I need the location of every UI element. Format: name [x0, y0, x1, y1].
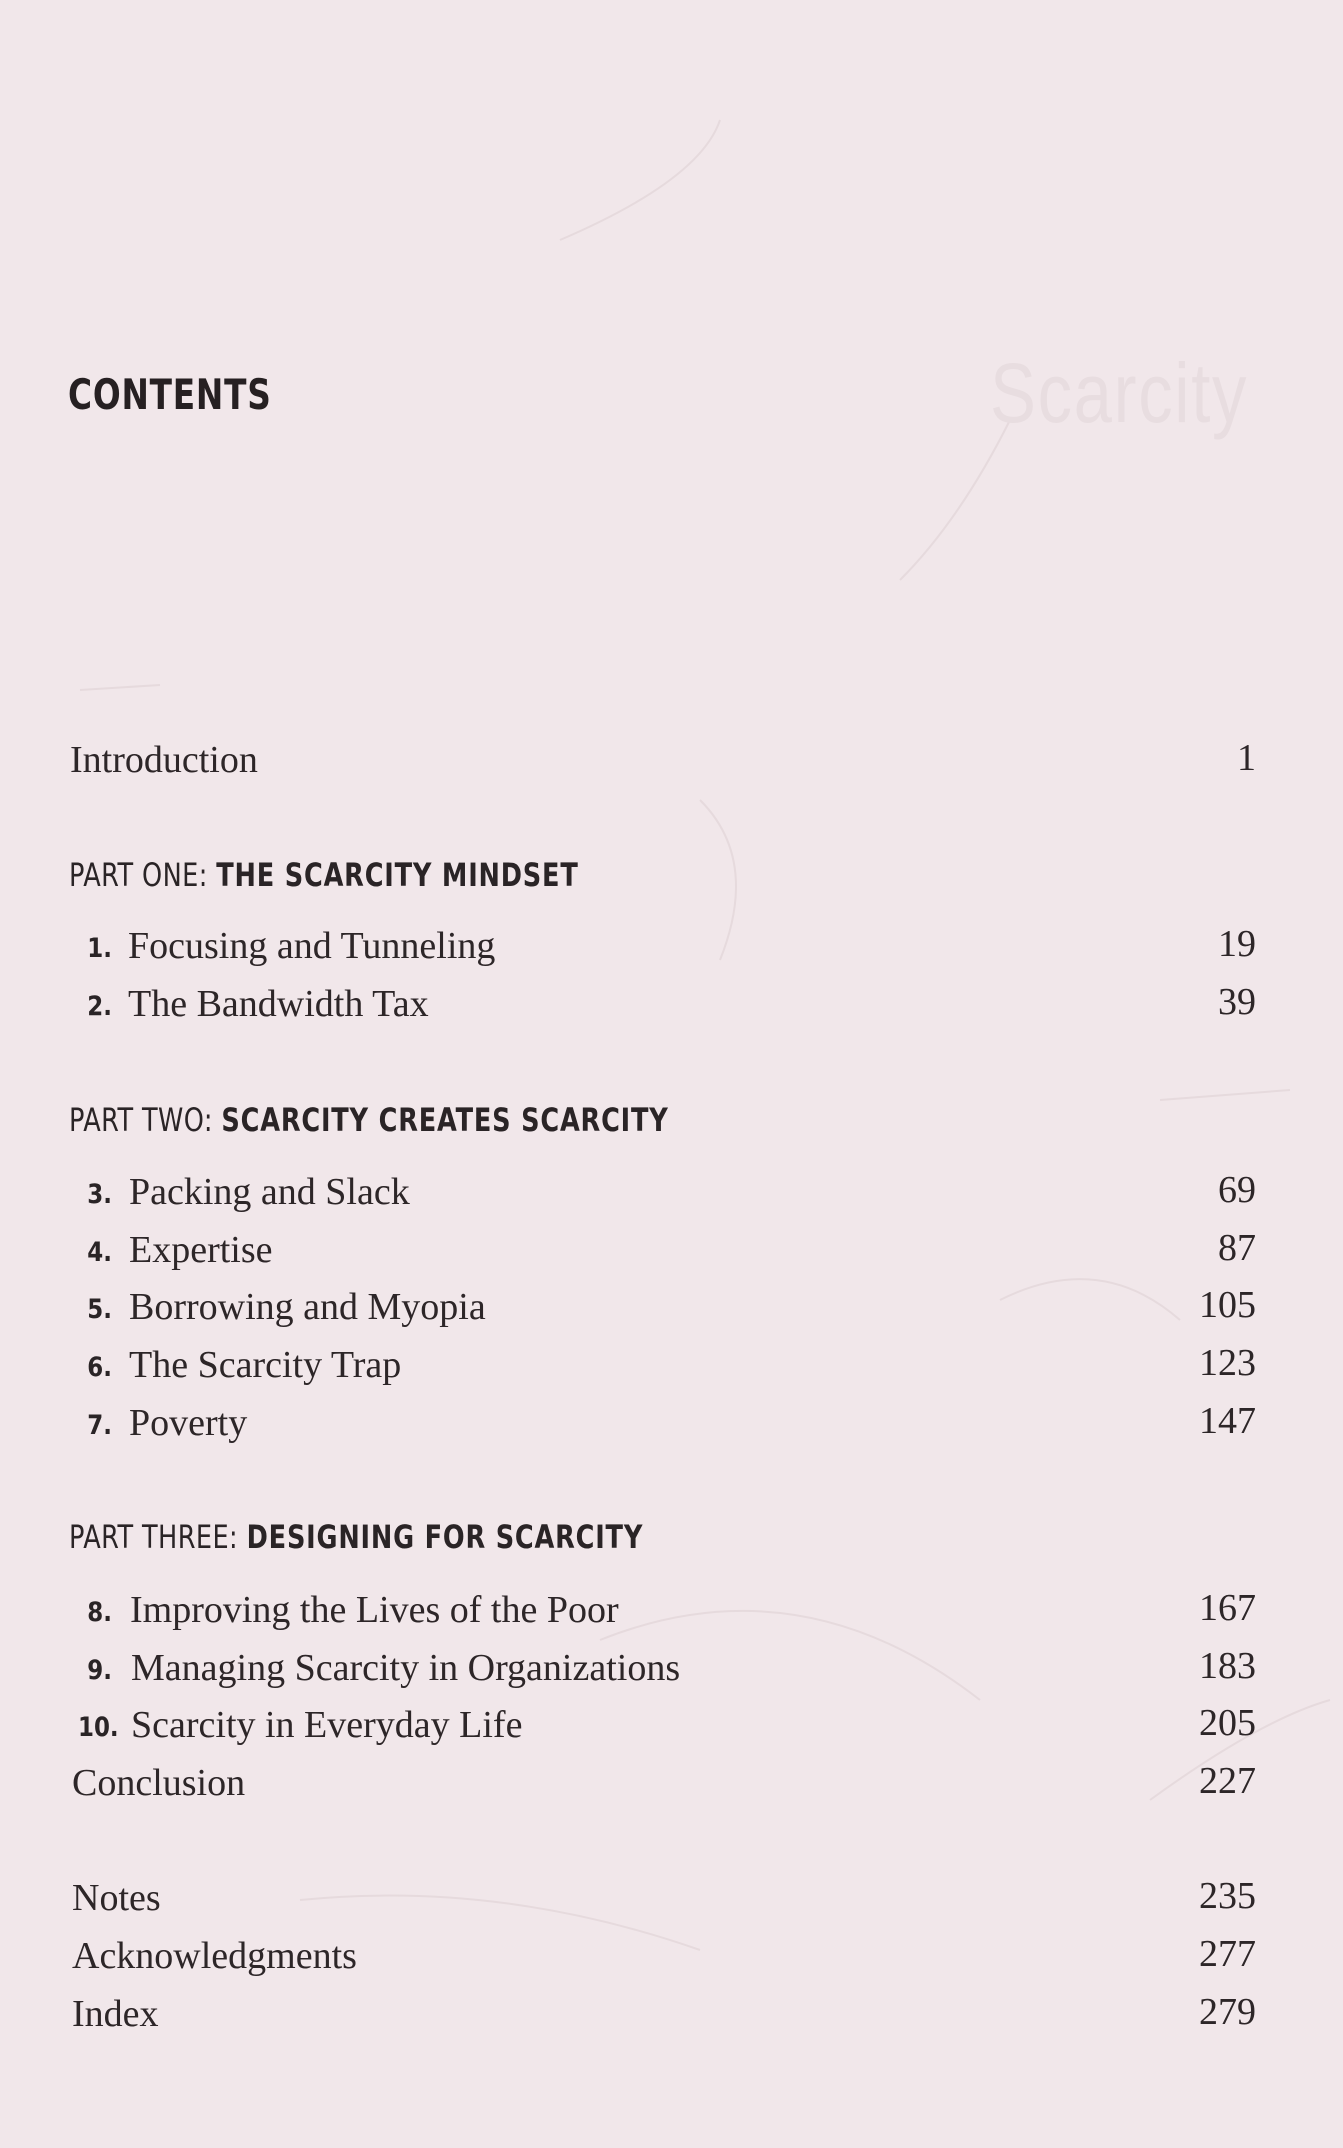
- toc-entry-chapter[interactable]: [70, 1586, 1256, 1644]
- toc-entry-chapter[interactable]: [70, 1283, 1256, 1341]
- part-heading: [69, 1518, 643, 1568]
- part-label: PART ONE:: [69, 856, 217, 894]
- ghost-title-bleedthrough: Scarcity: [990, 346, 1249, 440]
- chapter-number: 3.: [87, 1179, 112, 1210]
- entry-page: 87: [1218, 1227, 1256, 1269]
- entry-page: 279: [1199, 1991, 1256, 2033]
- chapter-number: 10.: [78, 1712, 119, 1743]
- entry-page: 69: [1218, 1169, 1256, 1211]
- entry-title: Scarcity in Everyday Life: [131, 1704, 523, 1746]
- chapter-number: 5.: [87, 1294, 112, 1325]
- entry-title: Notes: [72, 1877, 161, 1919]
- part-label: PART TWO:: [69, 1101, 222, 1139]
- entry-title: Managing Scarcity in Organizations: [131, 1647, 681, 1689]
- toc-entry-conclusion[interactable]: [72, 1759, 1256, 1817]
- part-title: DESIGNING FOR SCARCITY: [246, 1518, 644, 1556]
- part-title: SCARCITY CREATES SCARCITY: [221, 1101, 669, 1139]
- chapter-number: 1.: [87, 933, 112, 964]
- entry-page: 105: [1199, 1284, 1256, 1326]
- part-heading: [69, 856, 579, 906]
- entry-page: 277: [1199, 1933, 1256, 1975]
- toc-entry-chapter[interactable]: [70, 1399, 1256, 1457]
- entry-title: Conclusion: [72, 1762, 246, 1804]
- entry-page: 235: [1199, 1875, 1256, 1917]
- entry-title: The Bandwidth Tax: [128, 983, 429, 1025]
- toc-entry-chapter[interactable]: [70, 922, 1256, 980]
- toc-entry-chapter[interactable]: [70, 1226, 1256, 1284]
- entry-title: Expertise: [129, 1229, 273, 1271]
- entry-page: 183: [1199, 1645, 1256, 1687]
- chapter-number: 4.: [87, 1237, 112, 1268]
- chapter-number: 7.: [87, 1410, 112, 1441]
- chapter-number: 9.: [87, 1655, 112, 1686]
- toc-entry-chapter[interactable]: [70, 1168, 1256, 1226]
- entry-title: Packing and Slack: [129, 1171, 410, 1213]
- toc-entry-chapter[interactable]: [70, 1644, 1256, 1702]
- entry-page: 39: [1218, 981, 1256, 1023]
- entry-title: Improving the Lives of the Poor: [130, 1589, 619, 1631]
- entry-title: Acknowledgments: [72, 1935, 357, 1977]
- chapter-number: 6.: [87, 1352, 112, 1383]
- toc-entry-notes[interactable]: [72, 1874, 1256, 1932]
- page-title: CONTENTS: [68, 370, 272, 419]
- entry-page: 167: [1199, 1587, 1256, 1629]
- part-heading: [69, 1101, 669, 1151]
- part-title: THE SCARCITY MINDSET: [216, 856, 579, 894]
- entry-page: 1: [1237, 737, 1256, 779]
- entry-title: Borrowing and Myopia: [129, 1286, 486, 1328]
- entry-page: 19: [1218, 923, 1256, 965]
- entry-title: Focusing and Tunneling: [128, 925, 496, 967]
- toc-entry-chapter[interactable]: [70, 1341, 1256, 1399]
- entry-page: 123: [1199, 1342, 1256, 1384]
- toc-entry-index[interactable]: [72, 1990, 1256, 2048]
- chapter-number: 2.: [87, 991, 112, 1022]
- entry-title: The Scarcity Trap: [129, 1344, 402, 1386]
- toc-entry-chapter[interactable]: [70, 1701, 1256, 1759]
- chapter-number: 8.: [87, 1597, 112, 1628]
- part-label: PART THREE:: [69, 1518, 247, 1556]
- entry-title: Poverty: [129, 1402, 248, 1444]
- toc-entry-introduction[interactable]: [70, 736, 1256, 794]
- toc-entry-chapter[interactable]: [70, 980, 1256, 1038]
- entry-page: 205: [1199, 1702, 1256, 1744]
- entry-page: 227: [1199, 1760, 1256, 1802]
- entry-title: Index: [72, 1993, 159, 2035]
- entry-page: 147: [1199, 1400, 1256, 1442]
- entry-title: Introduction: [70, 739, 258, 781]
- toc-entry-acknowledgments[interactable]: [72, 1932, 1256, 1990]
